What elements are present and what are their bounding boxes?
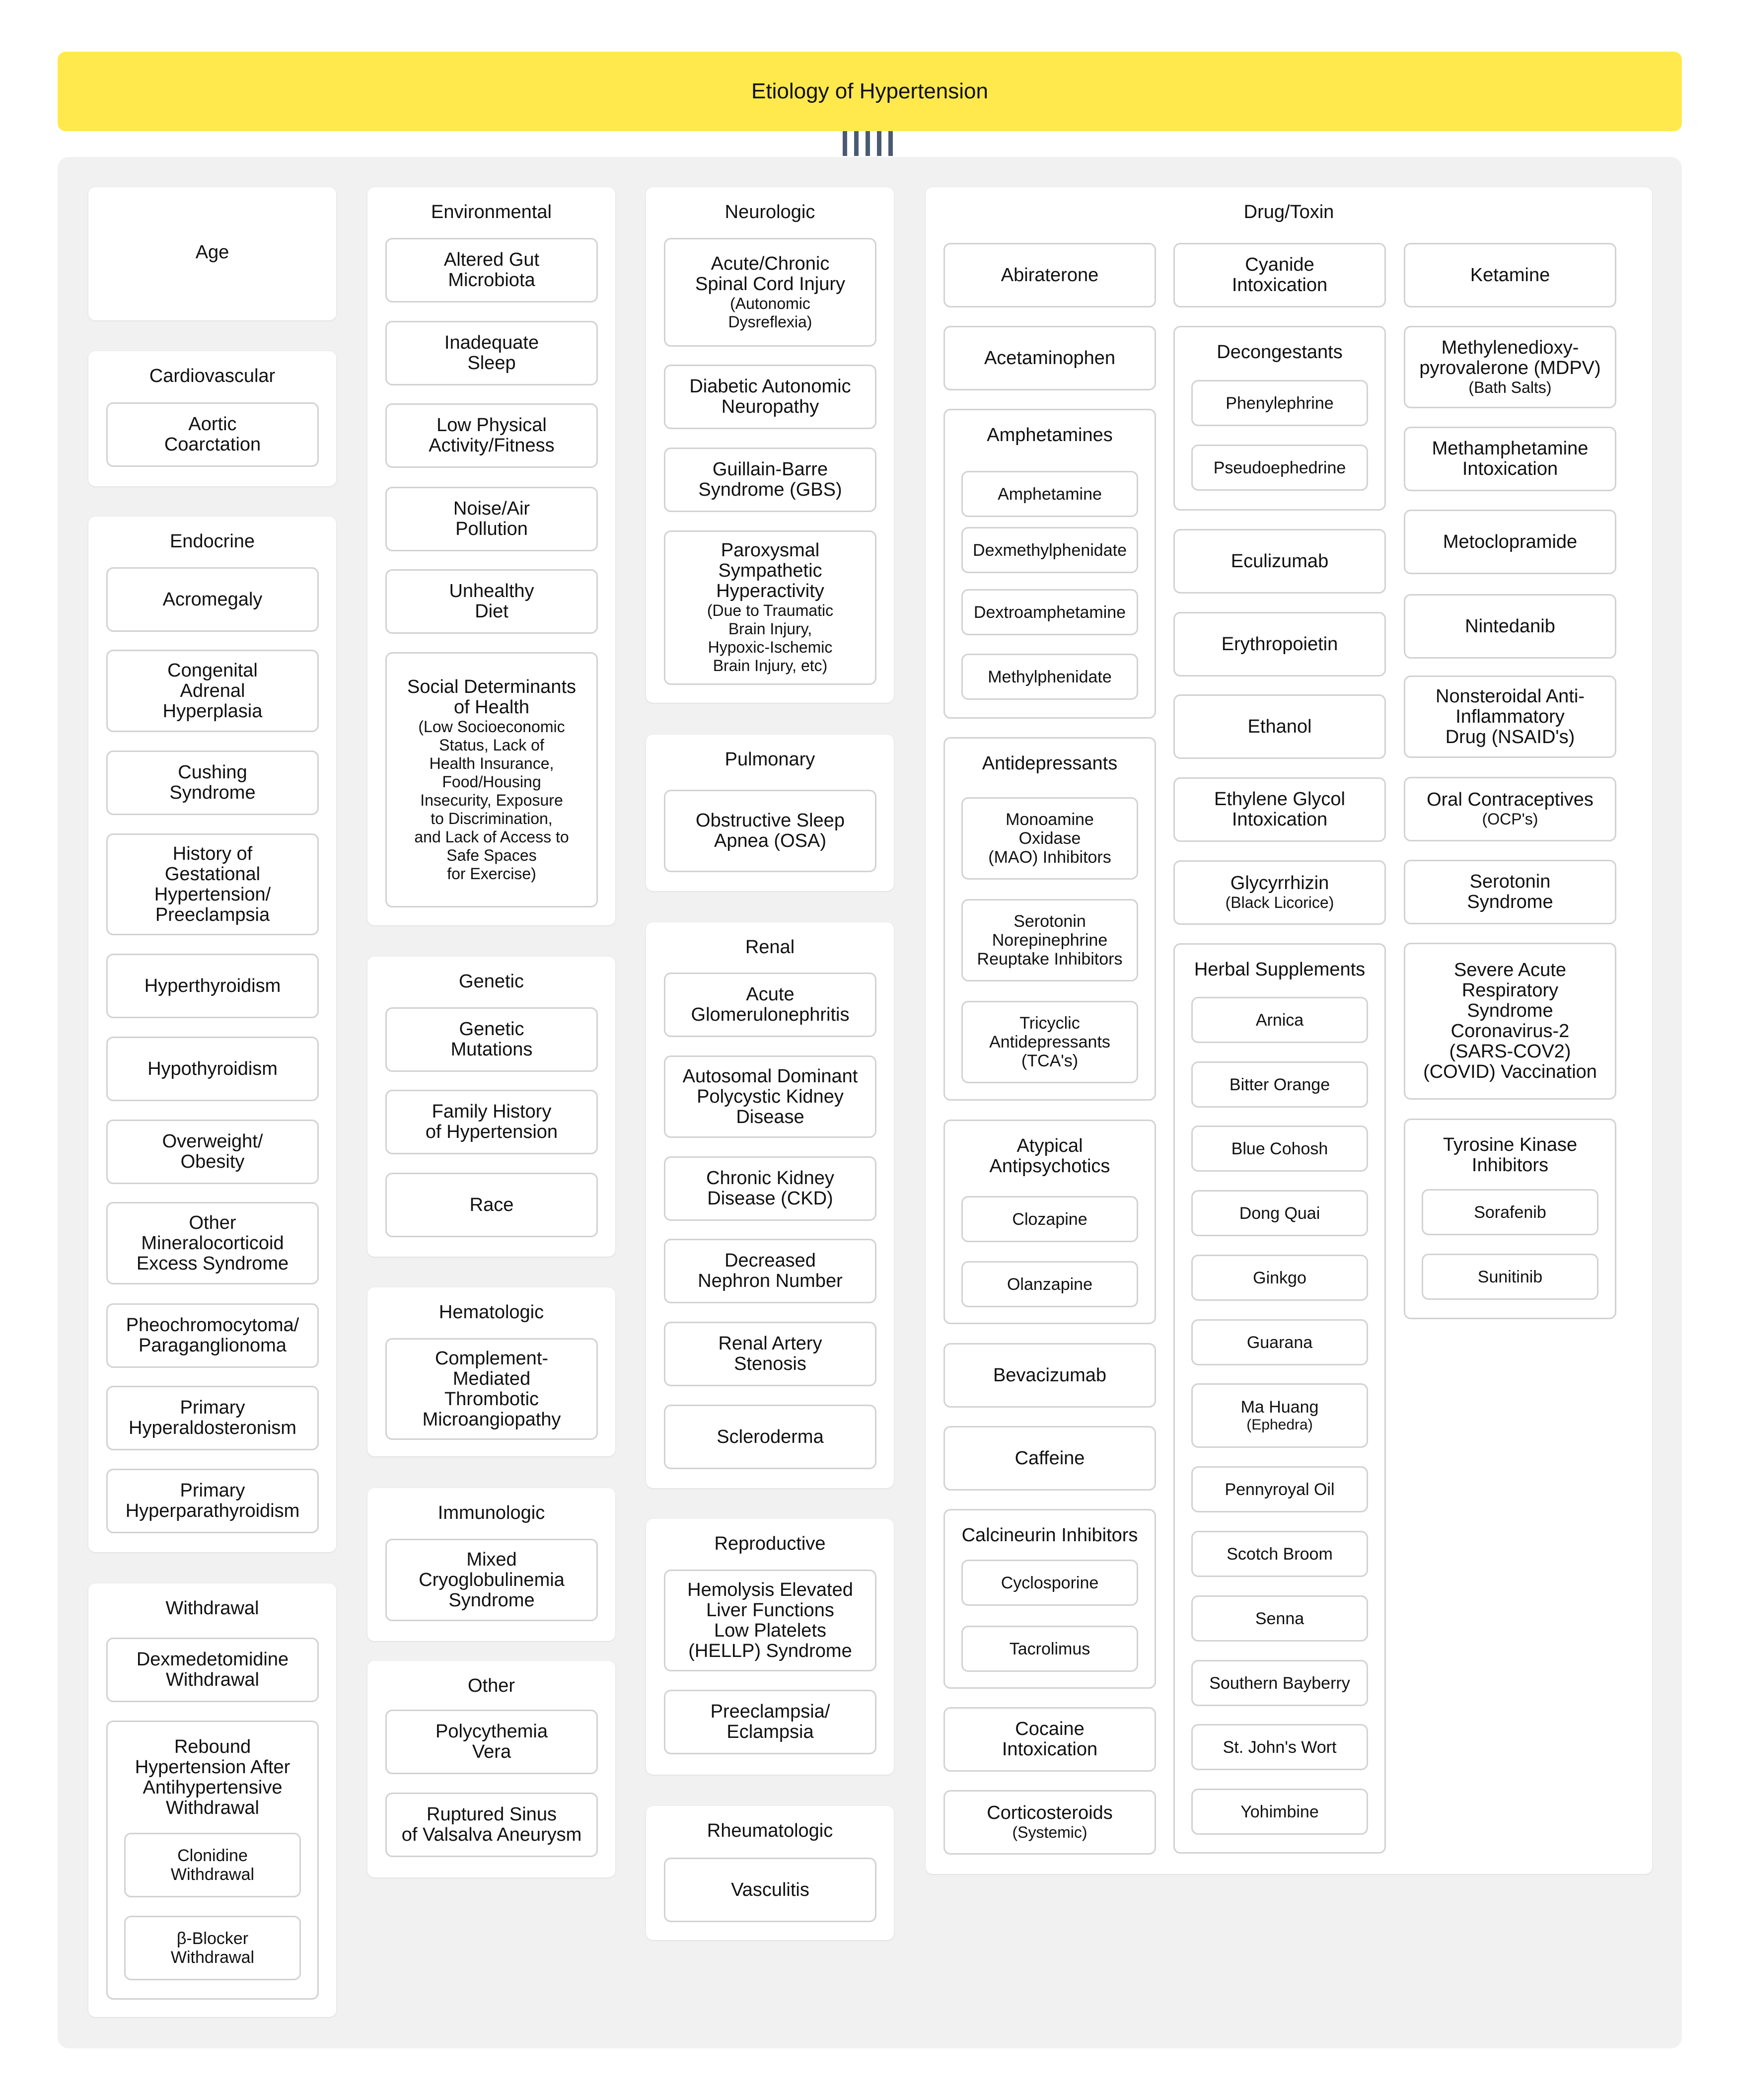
sub-cause-box	[961, 589, 1138, 635]
cause-label: Inadequate Sleep	[444, 332, 539, 374]
sub-cause-label: Dexmethylphenidate	[973, 540, 1127, 560]
cause-label: Primary Hyperaldosteronism	[129, 1397, 296, 1438]
cause-label: History of Gestational Hypertension/ Preeclampsia	[154, 843, 271, 925]
sub-cause-box	[1191, 380, 1368, 426]
cause-label: Acromegaly	[162, 589, 263, 610]
cause-label: Altered Gut Microbiota	[443, 249, 540, 291]
cause-note: (Bath Salts)	[1468, 378, 1552, 396]
sub-cause-label: Ginkgo	[1253, 1268, 1306, 1287]
cause-box	[1404, 594, 1616, 659]
cause-label: Aortic Coarctation	[164, 414, 261, 455]
cause-box	[664, 1405, 876, 1469]
sub-cause-box	[961, 654, 1138, 700]
sub-cause-label: Methylphenidate	[988, 667, 1112, 686]
cause-group-label: Rebound Hypertension After Antihypertensive Withdrawal	[135, 1736, 290, 1818]
sub-cause-label: Guarana	[1246, 1333, 1313, 1352]
sub-cause-label: Pennyroyal Oil	[1225, 1480, 1335, 1499]
sub-cause-box	[961, 1196, 1138, 1242]
cause-box	[1404, 860, 1616, 924]
cause-label: Genetic Mutations	[450, 1019, 533, 1060]
sub-cause-label: Dong Quai	[1239, 1203, 1320, 1223]
sub-cause-label: Clozapine	[1012, 1209, 1087, 1229]
cause-box	[385, 1710, 598, 1774]
cause-label: Noise/Air Pollution	[453, 498, 530, 539]
cause-box	[1404, 777, 1616, 841]
section-title: Rheumatologic	[707, 1820, 833, 1841]
cause-label: Metoclopramide	[1443, 531, 1578, 552]
cause-box	[106, 402, 319, 467]
sub-cause-box	[1191, 1531, 1368, 1577]
cause-box	[664, 1322, 876, 1386]
cause-label: Mixed Cryoglobulinemia Syndrome	[419, 1549, 565, 1611]
cause-box	[1173, 243, 1386, 307]
cause-box	[664, 448, 876, 512]
sub-cause-box	[1422, 1254, 1598, 1300]
sub-cause-label: St. John's Wort	[1223, 1737, 1337, 1757]
cause-label: Scleroderma	[717, 1426, 824, 1447]
cause-label: Preeclampsia/ Eclampsia	[710, 1701, 830, 1742]
cause-box	[664, 1055, 876, 1138]
sub-cause-label: Blue Cohosh	[1231, 1139, 1328, 1158]
cause-label: Ketamine	[1470, 264, 1550, 286]
cause-box	[385, 487, 598, 551]
cause-box	[664, 973, 876, 1037]
cause-group-label: Tyrosine Kinase Inhibitors	[1443, 1134, 1578, 1176]
diagram-title: Etiology of Hypertension	[58, 52, 1682, 131]
cause-label: Severe Acute Respiratory Syndrome Coronavirus-2 (SARS-COV2) (COVID) Vaccination	[1423, 960, 1597, 1082]
section-title: Environmental	[431, 202, 552, 223]
cause-label: Hyperthyroidism	[144, 975, 281, 996]
sub-cause-label: Ma Huang	[1240, 1398, 1319, 1417]
sub-cause-label: Cyclosporine	[1001, 1573, 1099, 1592]
cause-box	[385, 1007, 598, 1072]
sub-cause-box	[961, 1626, 1138, 1672]
cause-label: Cushing Syndrome	[169, 762, 256, 803]
cause-box	[1404, 943, 1616, 1100]
cause-box	[385, 1173, 598, 1237]
section-title: Renal	[745, 937, 795, 958]
cause-note: (Ephedra)	[1246, 1417, 1313, 1433]
cause-label: Unhealthy Diet	[449, 581, 534, 622]
sub-cause-box	[961, 1261, 1138, 1307]
section-title: Other	[467, 1675, 515, 1696]
cause-note: (Due to Traumatic Brain Injury, Hypoxic-Ischemic Brain Injury, etc)	[707, 601, 834, 675]
cause-label: Congenital Adrenal Hyperplasia	[162, 660, 263, 722]
sub-cause-box	[1191, 445, 1368, 491]
sub-cause-box	[124, 1833, 301, 1897]
cause-label: Acute Glomerulonephritis	[691, 984, 850, 1025]
section-title: Hematologic	[438, 1302, 544, 1323]
cause-label: Guillain-Barre Syndrome (GBS)	[698, 459, 842, 500]
cause-label: Diabetic Autonomic Neuropathy	[689, 376, 851, 417]
cause-box	[106, 1037, 319, 1101]
connector-line	[888, 131, 893, 156]
cause-box	[664, 1690, 876, 1754]
cause-label: Methamphetamine Intoxication	[1432, 438, 1589, 479]
sub-cause-label: Amphetamine	[998, 484, 1102, 504]
cause-box	[106, 1469, 319, 1533]
section-title: Pulmonary	[724, 749, 815, 770]
cause-box	[106, 1638, 319, 1702]
sub-cause-box	[1191, 1724, 1368, 1770]
cause-box	[943, 243, 1156, 307]
cause-group-label: Atypical Antipsychotics	[989, 1135, 1110, 1177]
cause-box	[385, 569, 598, 634]
cause-box	[385, 403, 598, 468]
cause-box	[1404, 243, 1616, 307]
sub-cause-box	[1191, 1660, 1368, 1706]
cause-box	[385, 1539, 598, 1621]
sub-cause-label: Sunitinib	[1477, 1267, 1543, 1286]
sub-cause-label: Scotch Broom	[1227, 1544, 1333, 1564]
cause-box	[106, 833, 319, 935]
sub-cause-box	[1191, 1061, 1368, 1108]
cause-box	[106, 1202, 319, 1284]
sub-cause-label: Sorafenib	[1474, 1202, 1546, 1222]
cause-box	[106, 1303, 319, 1368]
cause-box	[106, 954, 319, 1018]
section-title: Withdrawal	[165, 1598, 259, 1619]
cause-label: Hemolysis Elevated Liver Functions Low Platelets (HELLP) Syndrome	[687, 1579, 853, 1661]
cause-box	[664, 1858, 876, 1922]
cause-group-label: Amphetamines	[987, 425, 1113, 446]
cause-box	[385, 321, 598, 385]
section-age	[88, 187, 336, 320]
sub-cause-box	[961, 797, 1138, 880]
cause-box	[1173, 529, 1386, 594]
cause-box	[1404, 326, 1616, 408]
sub-cause-box	[1191, 997, 1368, 1043]
cause-label: Methylenedioxy- pyrovalerone (MDPV)	[1419, 337, 1601, 378]
cause-label: Ethylene Glycol Intoxication	[1214, 789, 1345, 830]
cause-label: Corticosteroids	[987, 1802, 1113, 1823]
sub-cause-label: Southern Bayberry	[1209, 1673, 1350, 1693]
cause-box	[664, 1156, 876, 1221]
cause-label: Chronic Kidney Disease (CKD)	[706, 1168, 834, 1209]
cause-box	[1404, 427, 1616, 491]
cause-label: Obstructive Sleep Apnea (OSA)	[696, 810, 845, 851]
cause-box	[106, 1120, 319, 1184]
sub-cause-label: Senna	[1255, 1609, 1304, 1628]
section-title: Immunologic	[437, 1502, 545, 1523]
cause-box	[106, 750, 319, 815]
connector-line	[843, 131, 847, 156]
cause-box	[1404, 675, 1616, 758]
cause-label: Pheochromocytoma/ Paraganglionoma	[126, 1315, 299, 1356]
connector-line	[877, 131, 881, 156]
cause-box	[664, 238, 876, 347]
sub-cause-label: Clonidine Withdrawal	[170, 1846, 255, 1884]
cause-label: Primary Hyperparathyroidism	[125, 1480, 300, 1521]
cause-box	[943, 1707, 1156, 1772]
cause-box	[664, 790, 876, 872]
cause-label: Family History of Hypertension	[425, 1101, 558, 1142]
cause-group-label: Antidepressants	[982, 753, 1118, 774]
section-title: Endocrine	[169, 531, 255, 552]
cause-box	[1173, 612, 1386, 676]
cause-box	[1173, 860, 1386, 925]
connector-line	[866, 131, 870, 156]
section-title: Age	[195, 242, 229, 263]
cause-label: Oral Contraceptives	[1427, 789, 1593, 810]
sub-cause-label: Serotonin Norepinephrine Reuptake Inhibitors	[977, 912, 1123, 969]
cause-label: Ethanol	[1247, 716, 1312, 737]
sub-cause-label: Arnica	[1255, 1010, 1304, 1030]
cause-label: Polycythemia Vera	[435, 1721, 548, 1762]
sub-cause-box	[961, 1001, 1138, 1083]
sub-cause-label: Tricyclic Antidepressants (TCA's)	[989, 1014, 1110, 1070]
sub-cause-label: Olanzapine	[1007, 1275, 1092, 1294]
section-title: Genetic	[459, 971, 524, 992]
cause-label: Overweight/ Obesity	[162, 1131, 263, 1172]
section-title: Reproductive	[714, 1533, 826, 1554]
cause-box	[664, 1239, 876, 1303]
sub-cause-label: Pseudoephedrine	[1213, 458, 1346, 477]
sub-cause-box	[1191, 1383, 1368, 1448]
sub-cause-box	[961, 899, 1138, 981]
cause-label: Dexmedetomidine Withdrawal	[136, 1649, 289, 1690]
cause-note: (Black Licorice)	[1225, 894, 1334, 911]
cause-label: Renal Artery Stenosis	[718, 1333, 822, 1374]
cause-box	[385, 1793, 598, 1857]
sub-cause-box	[1191, 1255, 1368, 1301]
cause-label: Paroxysmal Sympathetic Hyperactivity	[716, 540, 824, 601]
cause-label: Nintedanib	[1465, 615, 1555, 637]
cause-label: Acetaminophen	[984, 347, 1116, 369]
cause-label: Nonsteroidal Anti- Inflammatory Drug (NSAID's)	[1436, 685, 1585, 748]
cause-label: Acute/Chronic Spinal Cord Injury	[695, 253, 846, 295]
cause-box	[385, 238, 598, 302]
cause-box	[1173, 694, 1386, 759]
cause-box	[943, 1343, 1156, 1408]
cause-box	[106, 567, 319, 632]
sub-cause-label: Monoamine Oxidase (MAO) Inhibitors	[988, 810, 1111, 867]
cause-box	[664, 365, 876, 429]
sub-cause-box	[1191, 1595, 1368, 1642]
cause-box	[943, 326, 1156, 390]
cause-note: (Autonomic Dysreflexia)	[728, 294, 812, 331]
cause-label: Eculizumab	[1231, 550, 1329, 572]
sub-cause-box	[1191, 1125, 1368, 1172]
cause-note: (Low Socioeconomic Status, Lack of Health Insurance, Food/Housing Insecurity, Exposure to Discrimination, and Lack of Access to Safe Spaces for Exercise)	[414, 717, 569, 883]
cause-label: Serotonin Syndrome	[1467, 871, 1553, 912]
sub-cause-box	[961, 1560, 1138, 1606]
connector-line	[854, 131, 859, 156]
cause-label: Glycyrrhizin	[1230, 873, 1329, 894]
cause-box	[106, 650, 319, 732]
cause-label: Bevacizumab	[993, 1364, 1107, 1386]
cause-group-label: Calcineurin Inhibitors	[961, 1525, 1138, 1546]
sub-cause-label: Tacrolimus	[1009, 1639, 1090, 1658]
section-title: Drug/Toxin	[1243, 202, 1334, 223]
cause-label: Vasculitis	[731, 1879, 809, 1900]
cause-box	[106, 1386, 319, 1450]
sub-cause-box	[961, 471, 1138, 517]
sub-cause-label: Yohimbine	[1240, 1802, 1319, 1821]
cause-label: Complement- Mediated Thrombotic Microangiopathy	[422, 1348, 561, 1430]
sub-cause-box	[124, 1916, 301, 1980]
cause-label: Race	[469, 1194, 514, 1215]
cause-label: Cocaine Intoxication	[1002, 1719, 1098, 1760]
cause-box	[385, 1338, 598, 1440]
cause-label: Social Determinants of Health	[407, 676, 577, 718]
cause-label: Ruptured Sinus of Valsalva Aneurysm	[401, 1804, 582, 1845]
cause-box	[943, 1426, 1156, 1491]
cause-note: (Systemic)	[1012, 1823, 1087, 1841]
cause-label: Caffeine	[1014, 1447, 1085, 1469]
cause-box	[943, 1790, 1156, 1855]
section-title: Cardiovascular	[149, 366, 276, 386]
cause-label: Other Mineralocorticoid Excess Syndrome	[136, 1212, 289, 1274]
cause-group-label: Decongestants	[1217, 342, 1343, 363]
cause-box	[1173, 777, 1386, 842]
section-title: Neurologic	[724, 202, 815, 223]
sub-cause-label: β-Blocker Withdrawal	[170, 1929, 255, 1967]
cause-group-label: Herbal Supplements	[1194, 959, 1366, 980]
sub-cause-box	[1191, 1319, 1368, 1365]
sub-cause-label: Dextroamphetamine	[973, 602, 1126, 622]
sub-cause-label: Bitter Orange	[1229, 1075, 1330, 1094]
cause-label: Hypothyroidism	[147, 1058, 278, 1079]
sub-cause-box	[1191, 1190, 1368, 1236]
sub-cause-box	[961, 527, 1138, 573]
cause-label: Abiraterone	[1001, 264, 1099, 286]
cause-box	[664, 530, 876, 685]
cause-label: Erythropoietin	[1221, 633, 1338, 655]
sub-cause-label: Phenylephrine	[1226, 393, 1334, 413]
cause-box	[664, 1570, 876, 1671]
cause-box	[1404, 510, 1616, 574]
sub-cause-box	[1422, 1189, 1598, 1235]
cause-label: Cyanide Intoxication	[1231, 254, 1328, 296]
cause-label: Low Physical Activity/Fitness	[429, 415, 555, 456]
sub-cause-box	[1191, 1789, 1368, 1835]
cause-label: Autosomal Dominant Polycystic Kidney Disease	[682, 1065, 858, 1127]
cause-label: Decreased Nephron Number	[698, 1250, 843, 1291]
cause-box	[385, 1090, 598, 1154]
cause-note: (OCP's)	[1482, 810, 1538, 828]
sub-cause-box	[1191, 1466, 1368, 1512]
cause-box	[385, 652, 598, 907]
